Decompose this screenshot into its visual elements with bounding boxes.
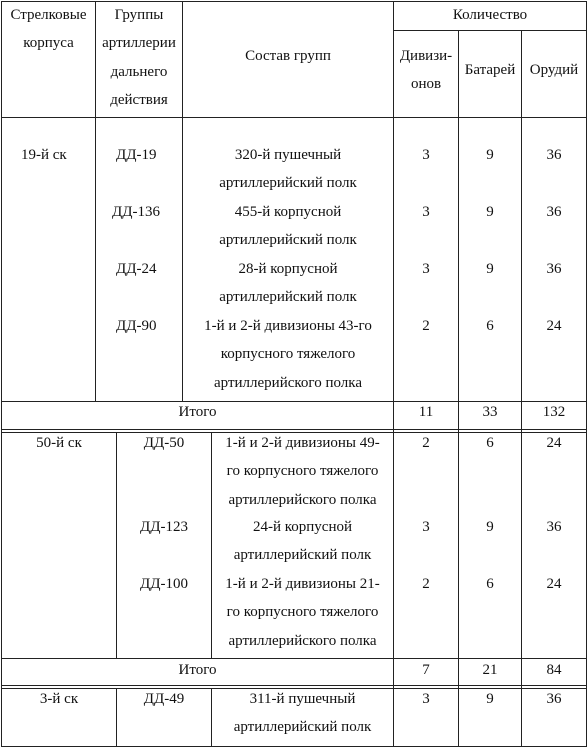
batteries-count: 9	[486, 519, 494, 535]
col-divider-batteries	[521, 30, 522, 747]
batteries-count: 6	[486, 435, 494, 451]
group-composition: 1-й и 2-й дивизионы 49- го корпусного тяжелого артиллерийского полка	[225, 435, 380, 508]
batteries-count: 9	[486, 147, 494, 163]
header-groups: Группы артиллерии дальнего действия	[102, 7, 176, 109]
total-divisions: 7	[422, 662, 430, 678]
guns-count: 36	[546, 147, 562, 163]
col-divider-composition	[393, 1, 394, 747]
header-composition: Состав групп	[245, 48, 331, 64]
total-batteries: 33	[482, 404, 498, 420]
group-name: ДД-19	[116, 147, 157, 163]
col-divider-corps-section-2	[116, 432, 117, 658]
group-composition: 1-й и 2-й дивизионы 21- го корпусного тяжелого артиллерийского полка	[225, 576, 380, 649]
header-corps: Стрелковые корпуса	[10, 7, 87, 52]
guns-count: 24	[546, 318, 562, 334]
guns-count: 36	[546, 519, 562, 535]
col-divider-divisions	[458, 30, 459, 747]
corps-name: 19-й ск	[21, 147, 67, 163]
header-divisions: Дивизи- онов	[399, 48, 453, 93]
table-border-bottom	[1, 746, 586, 747]
total-guns: 132	[542, 404, 566, 420]
batteries-count: 9	[486, 691, 494, 707]
corps-name: 50-й ск	[36, 435, 82, 451]
total-divisions: 11	[418, 404, 434, 420]
batteries-count: 9	[486, 261, 494, 277]
group-composition: 320-й пушечный артиллерийский полк	[219, 147, 357, 192]
divisions-count: 2	[422, 318, 430, 334]
group-composition: 311-й пушечный артиллерийский полк	[233, 691, 372, 736]
group-composition: 1-й и 2-й дивизионы 43-го корпусного тяжелого артиллерийского полка	[204, 318, 372, 391]
group-name: ДД-24	[116, 261, 157, 277]
quantity-header-divider	[393, 30, 586, 31]
group-composition: 28-й корпусной артиллерийский полк	[219, 261, 357, 306]
group-name: ДД-123	[140, 519, 188, 535]
divisions-count: 2	[422, 435, 430, 451]
group-name: ДД-100	[140, 576, 188, 592]
group-name: ДД-90	[116, 318, 157, 334]
group-name: ДД-136	[112, 204, 160, 220]
batteries-count: 6	[486, 576, 494, 592]
group-name: ДД-50	[143, 435, 185, 451]
divisions-count: 3	[422, 204, 430, 220]
group-name: ДД-49	[143, 691, 185, 707]
total-guns: 84	[546, 662, 562, 678]
guns-count: 24	[546, 576, 562, 592]
total-label: Итого	[178, 404, 217, 420]
group-composition: 24-й корпусной артиллерийский полк	[233, 519, 372, 564]
batteries-count: 9	[486, 204, 494, 220]
header-bottom-border	[1, 117, 586, 118]
total-label: Итого	[178, 662, 217, 678]
guns-count: 36	[546, 261, 562, 277]
divisions-count: 3	[422, 691, 430, 707]
header-guns: Орудий	[529, 62, 579, 78]
table-border-left	[1, 1, 2, 747]
header-quantity: Количество	[452, 7, 528, 23]
table-border-right	[586, 1, 587, 747]
group-composition: 455-й корпусной артиллерийский полк	[219, 204, 357, 249]
divisions-count: 2	[422, 576, 430, 592]
divisions-count: 3	[422, 147, 430, 163]
guns-count: 24	[546, 435, 562, 451]
divisions-count: 3	[422, 261, 430, 277]
batteries-count: 6	[486, 318, 494, 334]
header-batteries: Батарей	[464, 62, 516, 78]
guns-count: 36	[546, 691, 562, 707]
corps-name: 3-й ск	[39, 691, 79, 707]
total-batteries: 21	[482, 662, 498, 678]
guns-count: 36	[546, 204, 562, 220]
divisions-count: 3	[422, 519, 430, 535]
